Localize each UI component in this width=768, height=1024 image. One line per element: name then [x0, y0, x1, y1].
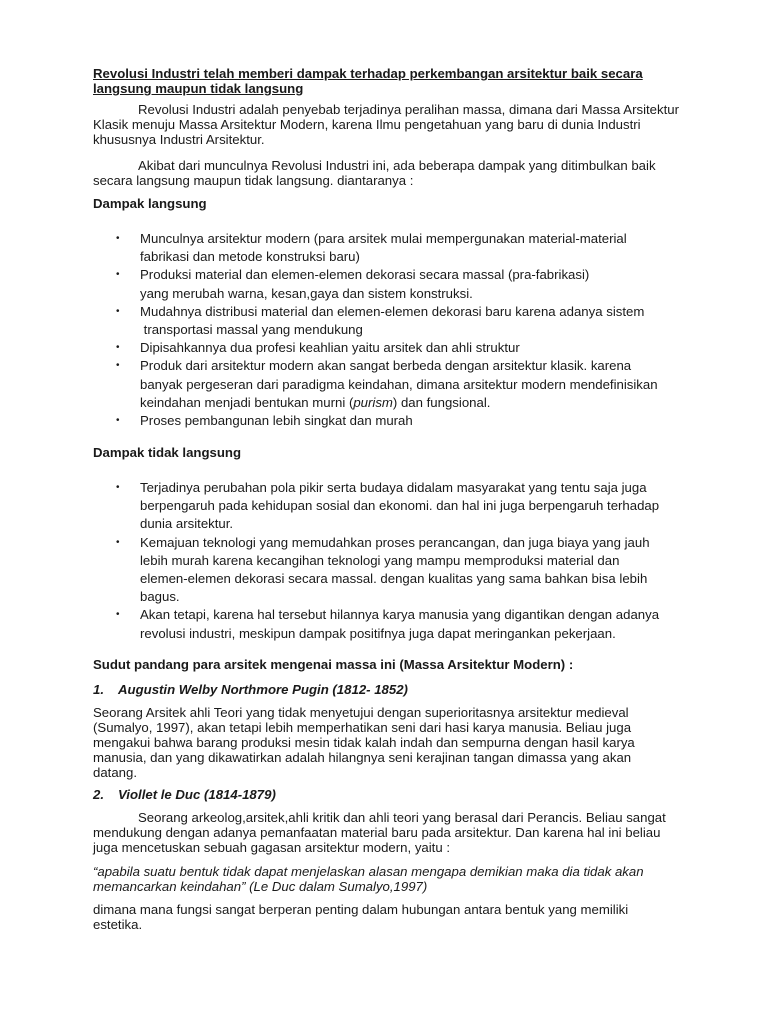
bullet-icon: •: [116, 415, 120, 427]
closing-paragraph: dimana mana fungsi sangat berperan penting dalam hubungan antara bentuk yang memiliki estetika.: [93, 902, 629, 932]
le-duc-quote: “apabila suatu bentuk tidak dapat menjelaskan alasan mengapa demikian maka dia tidak akan memancarkan keindahan” (Le Duc dalam Sumalyo,1997): [93, 864, 644, 894]
list-item: • Kemajuan teknologi yang memudahkan proses perancangan, dan juga biaya yang jauh lebih murah karena kecangihan teknologi yang mampu memproduksi material dan elemen-elemen dekorasi secara massal. dengan kualitas yang sama bahkan bisa lebih bagus.: [116, 534, 650, 605]
indirect-effects-heading: Dampak tidak langsung: [93, 445, 242, 460]
list-item: • Proses pembangunan lebih singkat dan murah: [0, 412, 680, 430]
bullet-icon: •: [116, 360, 120, 372]
indirect-effects-list: [0, 479, 768, 643]
bullet-icon: •: [116, 269, 120, 281]
intro-paragraph: Revolusi Industri adalah penyebab terjadinya peralihan massa, dimana dari Massa Arsitektur Klasik menuju Massa Arsitektur Modern, karena Ilmu pengetahuan yang baru di dunia Industri khususnya Industri Arsitektur.: [93, 102, 679, 147]
bullet-icon: •: [116, 233, 120, 244]
architect-pugin-heading: 1. Augustin Welby Northmore Pugin (1812- 1852): [93, 682, 408, 697]
bullet-icon: •: [116, 342, 120, 354]
bullet-icon: •: [116, 482, 120, 493]
bullet-icon: •: [116, 536, 120, 548]
direct-effects-heading: Dampak langsung: [93, 196, 207, 211]
list-item: • Munculnya arsitektur modern (para arsitek mulai mempergunakan material-material fabrikasi dan metode konstruksi baru): [116, 231, 627, 265]
architects-views-heading: Sudut pandang para arsitek mengenai massa ini (Massa Arsitektur Modern) :: [93, 657, 574, 672]
document-title: Revolusi Industri telah memberi dampak terhadap perkembangan arsitektur baik secara langsung maupun tidak langsung: [93, 66, 643, 96]
list-item: • Mudahnya distribusi material dan elemen-elemen dekorasi baru karena adanya sistem transportasi massal yang mendukung: [116, 303, 645, 338]
bullet-icon: •: [116, 305, 120, 317]
duc-paragraph: Seorang arkeolog,arsitek,ahli kritik dan ahli teori yang berasal dari Perancis. Beliau sangat mendukung dengan adanya pemanfaatan material baru pada arsitektur. Dan karena hal ini beliau juga mencetuskan sebuah gagasan arsitektur modern, yaitu :: [93, 810, 666, 855]
list-item: • Produksi material dan elemen-elemen dekorasi secara massal (pra-fabrikasi) yang merubah warna, kesan,gaya dan sistem konstruksi.: [116, 267, 590, 301]
list-item: • Akan tetapi, karena hal tersebut hilannya karya manusia yang digantikan dengan adanya revolusi industri, meskipun dampak positifnya juga dapat meringankan pekerjaan.: [116, 607, 660, 641]
list-item: • Dipisahkannya dua profesi keahlian yaitu arsitek dan ahli struktur: [0, 339, 680, 357]
list-item: • Terjadinya perubahan pola pikir serta budaya didalam masyarakat yang tentu saja juga berpengaruh pada kehidupan sosial dan ekonomi. dan hal ini juga berpengaruh terhadap dunia arsitektur.: [116, 480, 660, 532]
pugin-paragraph: Seorang Arsitek ahli Teori yang tidak menyetujui dengan superioritasnya arsitektur medieval (Sumalyo, 1997), akan tetapi lebih memperhatikan seni dari hasi karya manusia. Beliau juga mengakui bahwa barang produksi mesin tidak kalah indah dan sempurna dengan hasil karya manusia, dan yang dikawatirkan adalah hilangnya seni kerajinan tangan dimassa yang akan datang.: [93, 705, 635, 780]
bullet-icon: •: [116, 609, 120, 621]
list-item: • Produk dari arsitektur modern akan sangat berbeda dengan arsitektur klasik. karena banyak pergeseran dari paradigma keindahan, dimana arsitektur modern mendefinisikan keindahan menjadi bentukan murni (purism) dan fungsional.: [116, 358, 658, 410]
direct-effects-list: [0, 230, 768, 430]
effects-paragraph: Akibat dari munculnya Revolusi Industri ini, ada beberapa dampak yang ditimbulkan baik secara langsung maupun tidak langsung. diantaranya :: [93, 158, 656, 188]
architect-duc-heading: 2. Viollet le Duc (1814-1879): [93, 787, 276, 802]
